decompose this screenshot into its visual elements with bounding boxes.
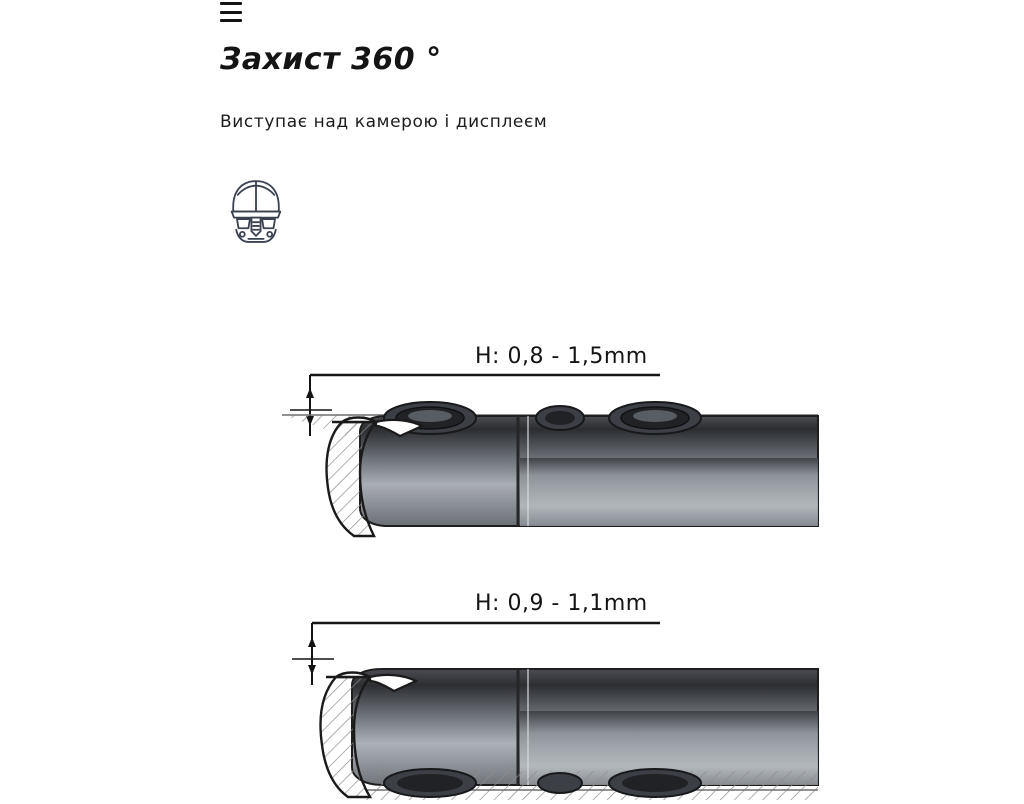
- menu-bar-2: [220, 11, 242, 14]
- page-title: Захист 360 °: [220, 42, 442, 77]
- page-subtitle: Виступає над камерою і дисплеєм: [220, 112, 548, 132]
- hamburger-menu-icon[interactable]: [220, 2, 242, 22]
- armorstandart-helmet-logo: [218, 172, 294, 248]
- dimension-label-display: H: 0,9 - 1,1mm: [475, 591, 648, 616]
- diagram-display-protrusion: [270, 585, 830, 800]
- camera-cross-section-svg: [270, 340, 830, 560]
- menu-bar-1: [220, 2, 242, 5]
- display-cross-section-svg: [270, 585, 830, 800]
- menu-bar-3: [220, 19, 242, 22]
- diagram-camera-protrusion: [270, 340, 830, 560]
- dimension-label-camera: H: 0,8 - 1,5mm: [475, 344, 648, 369]
